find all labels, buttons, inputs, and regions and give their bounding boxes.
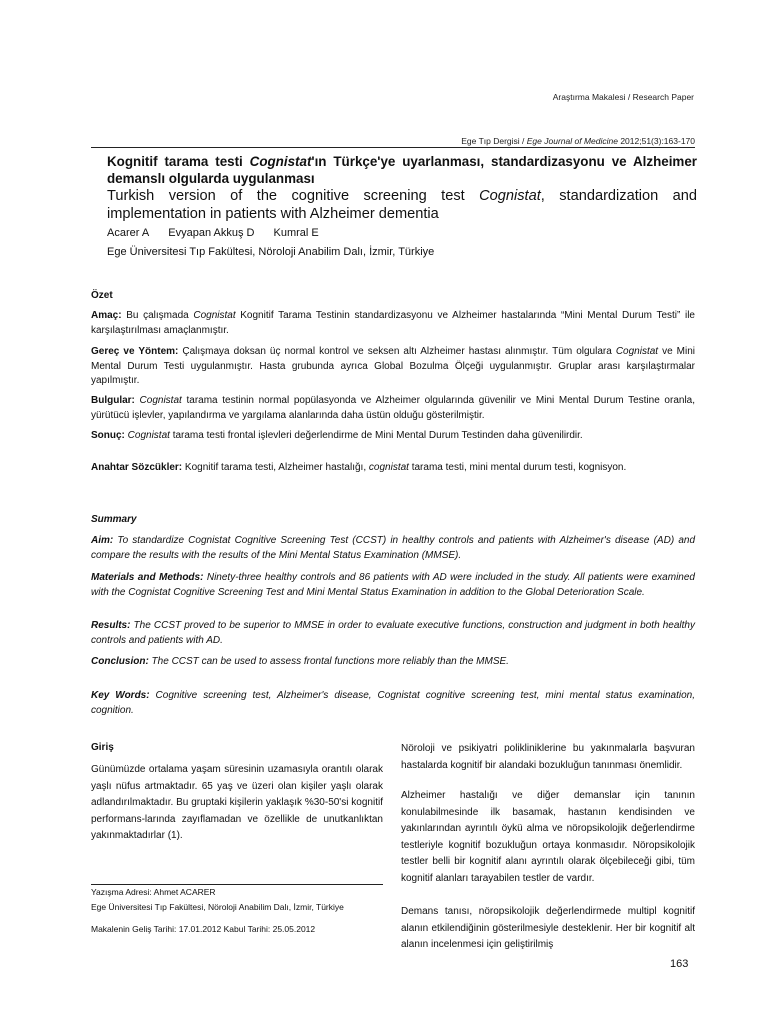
journal-separator: /	[519, 136, 527, 146]
header-rule	[91, 147, 695, 148]
sonuc-text: tarama testi frontal işlevleri değerlendirme de Mini Mental Durum Testinden daha güvenilirdir.	[169, 430, 583, 441]
title-en-italic: Cognistat	[479, 188, 541, 204]
keywords-label: Key Words:	[91, 690, 150, 701]
anahtar-text-2: tarama testi, mini mental durum testi, kognisyon.	[408, 462, 627, 473]
conclusion-label: Conclusion:	[91, 656, 149, 667]
right-paragraph-3: Demans tanısı, nöropsikolojik değerlendirmede multipl kognitif alanın etkilendiğinin gösterilmesiyle desteklenir. Her bir kognitif alt alanın incelenmesi için geliştirilmiş	[401, 906, 695, 950]
bulgular-text: tarama testinin normal popülasyonda ve Alzheimer olgularında güvenilir ve Mini Mental Durum Testine oranla, yürütücü işlevler, yapılandırma ve yargılama alanlarında daha üstün olduğu gösterilmiştir.	[91, 395, 696, 421]
gerec-label: Gereç ve Yöntem:	[91, 346, 179, 357]
correspondence-address: Ege Üniversitesi Tıp Fakültesi, Nöroloji Anabilim Dalı, İzmir, Türkiye	[91, 902, 344, 912]
ozet-sonuc	[91, 429, 695, 444]
anahtar-label: Anahtar Sözcükler:	[91, 462, 183, 473]
title-turkish	[107, 153, 697, 187]
journal-citation	[461, 136, 695, 146]
conclusion-text: The CCST can be used to assess frontal functions more reliably than the MMSE.	[148, 656, 509, 667]
gerec-italic: Cognistat	[615, 346, 659, 357]
journal-issue: 2012;51(3):163-170	[617, 136, 695, 146]
author-1: Acarer A	[107, 227, 150, 239]
footnote-rule	[91, 884, 383, 885]
summary-results	[91, 619, 695, 648]
results-label: Results:	[91, 620, 131, 631]
title-tr-text-2: 'ın Türkçe'ye uyarlanması, standardizasyonu ve Alzheimer demanslı olgularda uygulanması	[107, 154, 697, 186]
sonuc-italic: Cognistat	[124, 430, 170, 441]
summary-keywords	[91, 689, 695, 718]
giris-paragraph: Günümüzde ortalama yaşam süresinin uzamasıyla orantılı olarak yaşlı nüfus artmaktadır. 65 yaş ve üzeri olan kişiler yaşlı olarak adlandırılmaktadır. Bu gruptaki kişilerin yaklaşık %30-50'si kognitif performans-larında zayıflamadan ve özellikle de unutkanlıktan yakınmaktadırlar (1).	[91, 764, 383, 841]
title-english	[107, 187, 697, 223]
amac-italic: Cognistat	[193, 310, 236, 321]
summary-conclusion	[91, 655, 695, 670]
methods-label: Materials and Methods:	[91, 572, 204, 583]
ozet-keywords	[91, 461, 695, 476]
affiliation: Ege Üniversitesi Tıp Fakültesi, Nöroloji Anabilim Dalı, İzmir, Türkiye	[107, 246, 435, 258]
amac-label: Amaç:	[91, 310, 122, 321]
anahtar-text: Kognitif tarama testi, Alzheimer hastalığı,	[182, 462, 369, 473]
ozet-amac	[91, 309, 695, 338]
aim-text: To standardize Cognistat Cognitive Screening Test (CCST) in healthy controls and patients with Alzheimer's disease (AD) and compare the results with the results of the Mini Mental Status Examination (MMSE).	[91, 535, 695, 561]
ozet-gerec	[91, 345, 695, 389]
bulgular-label: Bulgular:	[91, 395, 135, 406]
ozet-heading: Özet	[91, 290, 113, 301]
bulgular-italic: Cognistat	[134, 395, 182, 406]
page-number: 163	[670, 958, 689, 970]
sonuc-label: Sonuç:	[91, 430, 125, 441]
anahtar-italic: cognistat	[368, 462, 409, 473]
right-paragraph-1: Nöroloji ve psikiyatri polikliniklerine bu yakınmalarla başvuran hastalarda kognitif bir alandaki bozukluğun tanınması önemlidir.	[401, 743, 695, 771]
title-tr-text: Kognitif tarama testi	[107, 154, 250, 169]
right-paragraph-2: Alzheimer hastalığı ve diğer demanslar için tanının konulabilmesinde ilk basamak, hastanın kendisinden ve yakınlarından ayrıntılı öykü alma ve nöropsikolojik değerlendirme testleriyle kognitif bozukluğun ortaya konmasıdır. Nöropsikolojik testler belli bir kognitif alanı ayrıntılı olarak ölçebileceği gibi, tüm kognitif alanları tarayabilen testler de vardır.	[401, 790, 695, 884]
gerec-text: Çalışmaya doksan üç normal kontrol ve seksen altı Alzheimer hastası alınmıştır. Tüm olgulara	[178, 346, 616, 357]
author-list	[107, 227, 335, 239]
keywords-text: Cognitive screening test, Alzheimer's disease, Cognistat cognitive screening test, mini mental status examination, cognition.	[91, 690, 695, 716]
amac-text-2: Kognitif Tarama Testinin standardizasyonu ve Alzheimer hastalarında “Mini Mental Durum Testi” ile karşılaştırılması amaçlanmıştır.	[91, 310, 695, 336]
correspondence: Yazışma Adresi: Ahmet ACARER	[91, 887, 216, 897]
summary-aim	[91, 534, 695, 563]
submission-dates: Makalenin Geliş Tarihi: 17.01.2012 Kabul Tarihi: 25.05.2012	[91, 924, 316, 934]
author-2: Evyapan Akkuş D	[168, 227, 255, 239]
ozet-bulgular	[91, 394, 695, 423]
summary-heading: Summary	[91, 514, 137, 525]
title-en-text-2: , standardization and implementation in patients with Alzheimer dementia	[107, 188, 697, 222]
title-en-text: Turkish version of the cognitive screening test	[107, 188, 480, 204]
journal-name-en: Ege Journal of Medicine	[526, 136, 618, 146]
results-text: The CCST proved to be superior to MMSE in order to evaluate executive functions, construction and judgment in both healthy controls and patients with AD.	[91, 620, 695, 646]
title-tr-italic: Cognistat	[249, 154, 312, 169]
journal-name-tr: Ege Tıp Dergisi	[461, 136, 520, 146]
summary-methods	[91, 571, 695, 600]
gerec-text-2: ve Mini Mental Durum Testi uygulanmıştır. Hasta grubunda ayrıca Global Bozulma Ölçeği uygulanmıştır. Gruplar arası karşılaştırmalar yapılmıştır.	[91, 346, 696, 386]
giris-heading: Giriş	[91, 742, 114, 753]
aim-label: Aim:	[91, 535, 114, 546]
amac-text: Bu çalışmada	[121, 310, 194, 321]
author-3: Kumral E	[273, 227, 319, 239]
methods-text: Ninety-three healthy controls and 86 patients with AD were included in the study. All patients were examined with the Cognistat Cognitive Screening Test and Mini Mental Status Examination in addition to the Global Deterioration Scale.	[91, 572, 695, 598]
article-type: Araştırma Makalesi / Research Paper	[552, 92, 694, 102]
